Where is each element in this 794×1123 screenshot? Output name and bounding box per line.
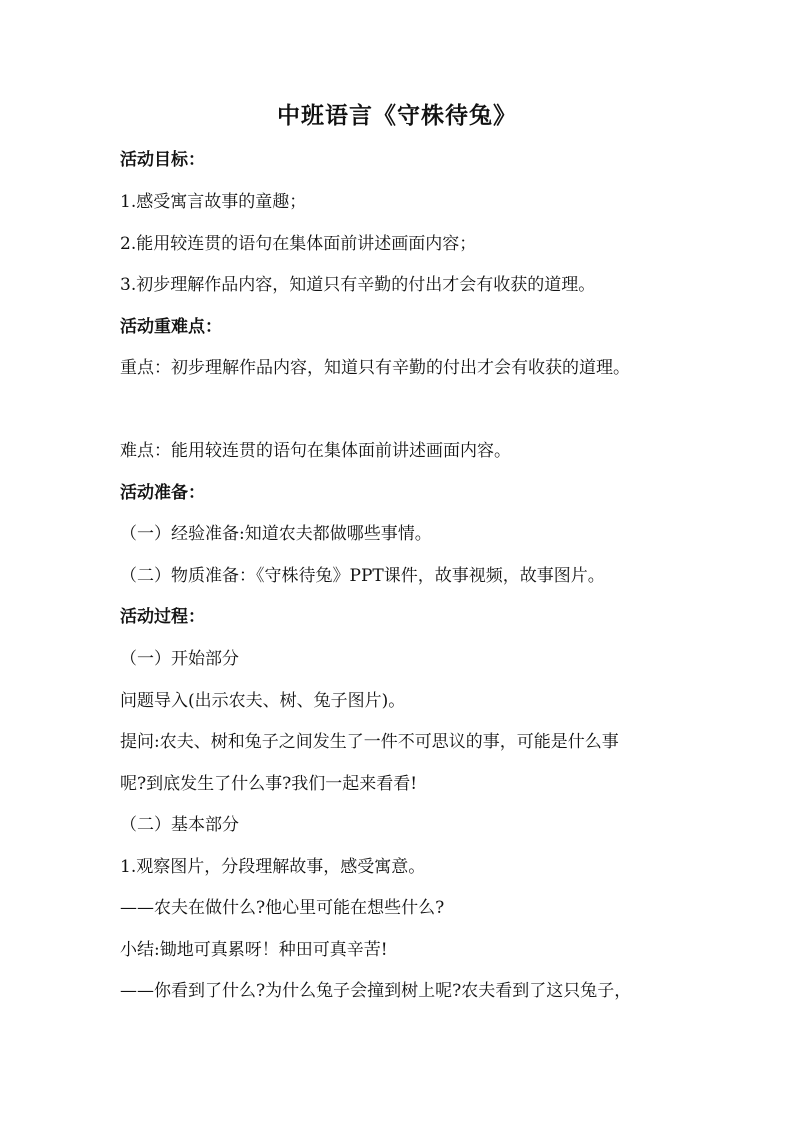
paragraph-line: 呢?到底发生了什么事?我们一起来看看! xyxy=(120,774,418,794)
section-heading-objectives: 活动目标： xyxy=(120,150,205,170)
section-heading-preparation: 活动准备： xyxy=(120,483,205,503)
paragraph-line: （二）物质准备：《守株待兔》PPT课件，故事视频，故事图片。 xyxy=(120,566,605,586)
paragraph-line: 2.能用较连贯的语句在集体面前讲述画面内容； xyxy=(120,234,477,254)
paragraph-line: （一）开始部分 xyxy=(120,649,239,669)
section-heading-process: 活动过程： xyxy=(120,607,205,627)
document-title: 中班语言《守株待兔》 xyxy=(277,102,517,129)
paragraph-line: 难点：能用较连贯的语句在集体面前讲述画面内容。 xyxy=(120,441,511,461)
paragraph-line: 重点：初步理解作品内容，知道只有辛勤的付出才会有收获的道理。 xyxy=(120,358,630,378)
paragraph-line: ——农夫在做什么?他心里可能在想些什么? xyxy=(120,898,445,918)
paragraph-line: 1.观察图片，分段理解故事，感受寓意。 xyxy=(120,857,426,877)
paragraph-line: 1.感受寓言故事的童趣； xyxy=(120,192,307,212)
paragraph-line: （二）基本部分 xyxy=(120,815,239,835)
paragraph-line: 提问:农夫、树和兔子之间发生了一件不可思议的事，可能是什么事 xyxy=(120,732,619,752)
section-heading-key-points: 活动重难点： xyxy=(120,317,222,337)
paragraph-line: 问题导入(出示农夫、树、兔子图片)。 xyxy=(120,691,406,711)
paragraph-line: 小结:锄地可真累呀！种田可真辛苦! xyxy=(120,940,388,960)
paragraph-line: 3.初步理解作品内容，知道只有辛勤的付出才会有收获的道理。 xyxy=(120,275,596,295)
paragraph-line: （一）经验准备:知道农夫都做哪些事情。 xyxy=(120,524,432,544)
paragraph-line: ——你看到了什么?为什么兔子会撞到树上呢?农夫看到了这只兔子， xyxy=(120,981,632,1001)
